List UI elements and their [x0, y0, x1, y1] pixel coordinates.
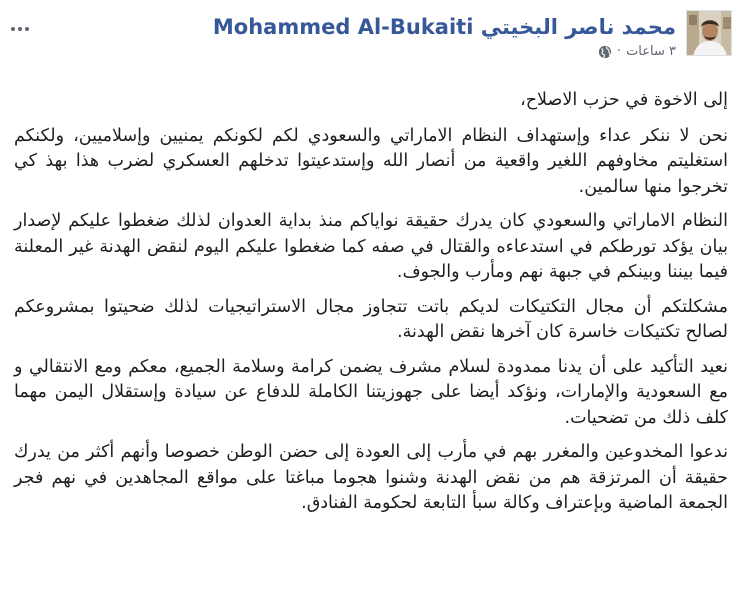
post-paragraph: نعيد التأكيد على أن يدنا ممدودة لسلام مشرف يضمن كرامة وسلامة الجميع، معكم ومع الانتقالي و مع السعودية والإمارات، ونؤكد أيضا على جهوزيتنا الكاملة للدفاع عن سيادة وإستقلال اليمن مهما كلف ذلك من تضحيات. — [14, 356, 728, 428]
separator-dot: · — [616, 44, 622, 59]
post-paragraph: نحن لا ننكر عداء وإستهداف النظام الاماراتي والسعودي لكم لكونكم يمنيين وإسلاميين، ولكنكم استغليتم مخاوفهم اللغير واقعية من أنصار الله وإستدعيتوا تدخلهم العسكري لضرب هذا بهذ كي تخرجوا منها سالمين. — [14, 125, 728, 197]
more-options-button[interactable] — [8, 22, 32, 36]
post-paragraph: مشكلتكم أن مجال التكتيكات لديكم باتت تتجاوز مجال الاستراتيجيات لذلك ضحيتوا بمشروعكم لصالح تكتيكات خاسرة كان آخرها نقض الهدنة. — [14, 296, 728, 342]
post-body — [14, 88, 728, 526]
author-name[interactable]: محمد ناصر البخيتي Mohammed Al-Bukaiti — [212, 15, 676, 39]
post-timestamp[interactable]: ٣ ساعات — [626, 44, 676, 59]
post-paragraph: ندعوا المخدوعين والمغرر بهم في مأرب إلى العودة إلى حضن الوطن خصوصا وأنهم أكثر من يدرك حقيقة أن المرتزقة هم من نقض الهدنة وشنوا هجوما مباغتا على مواقع المجاهدين في نهم فجر الجمعة الماضية وبإعتراف وكالة سبأ التابعة لحكومة الفنادق. — [14, 442, 728, 513]
avatar[interactable] — [686, 10, 732, 56]
avatar-photo — [687, 11, 732, 56]
post-greeting: إلى الاخوة في حزب الاصلاح، — [520, 90, 728, 110]
post-meta — [213, 10, 676, 61]
post-subline — [213, 43, 676, 61]
post-header — [213, 10, 732, 70]
more-options-icon — [11, 27, 15, 31]
post-paragraph: النظام الاماراتي والسعودي كان يدرك حقيقة نواياكم منذ بداية العدوان لذلك ضغطوا عليكم لإصدار بيان يؤكد تورطكم في استدعاءه والقتال في صفه كما ضغطوا عليكم اليوم لنقض الهدنة غير المعلنة فيما بيننا وبينكم في جبهة نهم ومأرب والجوف. — [14, 211, 728, 282]
globe-icon[interactable] — [598, 45, 612, 59]
